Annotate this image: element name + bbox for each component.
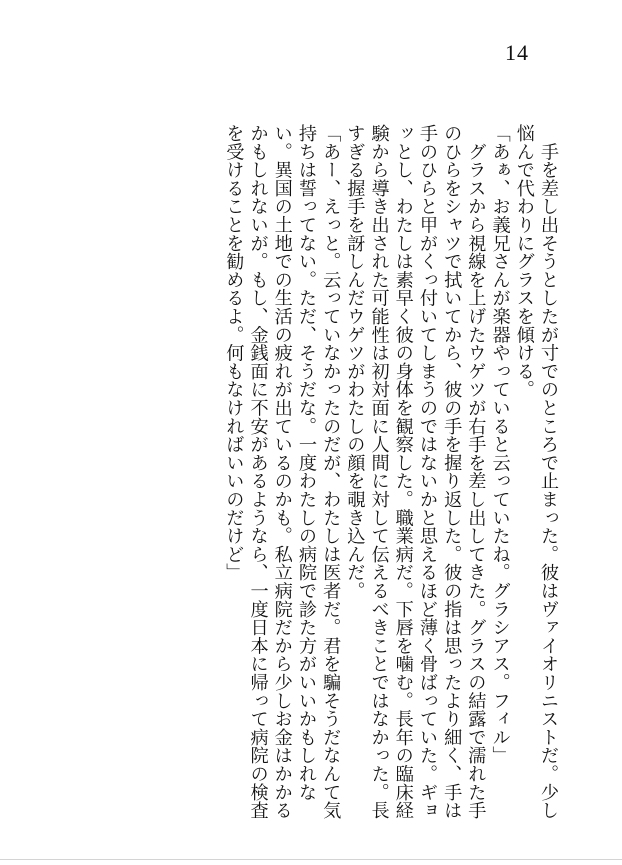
paragraph: 手を差し出そうとしたが寸でのところで止まった。彼はヴァイオリニストだ。少し悩んで代わりにグラスを傾ける。 — [513, 124, 559, 820]
paragraph: グラスから視線を上げたウゲツが右手を差し出してきた。グラスの結露で濡れた手のひらをシャツで拭いてから、彼の手を握り返した。彼の指は思ったより細く、手は手のひらと甲がくっ付いてしまうのではないかと思えるほど薄く骨ばっていた。ギョッとし、わたしは素早く彼の身体を観察した。職業病だ。下唇を噛む。長年の臨床経験から導き出された可能性は初対面に人間に対して伝えるべきことではなかった。長すぎる握手を訝しんだウゲツがわたしの顔を覗き込んだ。 — [344, 124, 487, 820]
page-number: 14 — [505, 40, 529, 65]
paragraph: 「あー、えっと。云っていなかったのだが、わたしは医者だ。君を騙そうだなんて気持ちは誓ってない。ただ、そうだな。一度わたしの病院で診た方がいいかもしれない。異国の土地での生活の疲れが出ているのかも。私立病院だから少しお金はかかるかもしれないが。もし、金銭面に不安があるようなら、一度日本に帰って病院の検査を受けることを勧めるよ。何もなければいいのだけど」 — [223, 124, 342, 820]
bottom-divider — [0, 859, 622, 860]
body-text — [221, 124, 560, 824]
paragraph: 「あぁ、お義兄さんが楽器やっていると云っていたね。グラシアス。フィル」 — [489, 124, 511, 765]
